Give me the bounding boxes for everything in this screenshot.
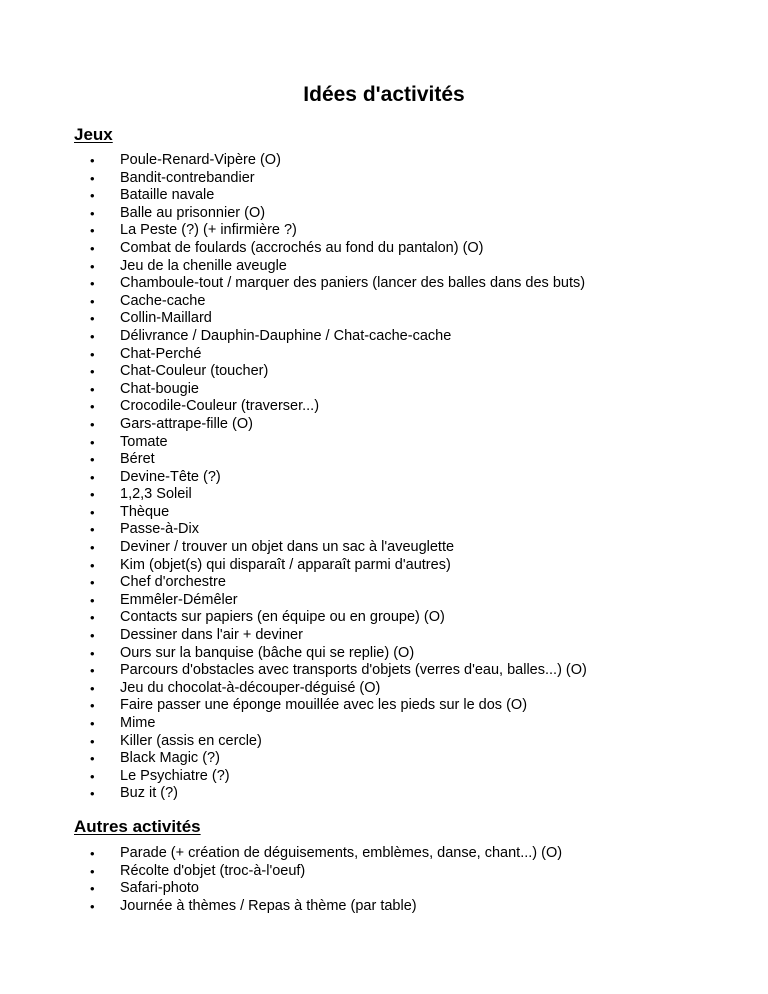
list-item	[0, 697, 768, 715]
bullet-icon: •	[90, 188, 95, 204]
list-item	[0, 293, 768, 311]
list-item	[0, 205, 768, 223]
list-item-text: Chef d'orchestre	[120, 574, 226, 591]
bullet-icon: •	[90, 364, 95, 380]
list-item	[0, 715, 768, 733]
bullet-icon: •	[90, 416, 95, 432]
list-item-text: Passe-à-Dix	[120, 521, 199, 538]
list-item	[0, 662, 768, 680]
bullet-icon: •	[90, 663, 95, 679]
list-item	[0, 733, 768, 751]
bullet-icon: •	[90, 452, 95, 468]
list-item	[0, 539, 768, 557]
list-item-text: Parade (+ création de déguisements, emblèmes, danse, chant...) (O)	[120, 845, 563, 861]
bullet-icon: •	[90, 205, 95, 221]
bullet-icon: •	[90, 716, 95, 731]
bullet-icon: •	[90, 223, 95, 239]
list-item	[0, 785, 768, 803]
list-item-text: Gars-attrape-fille (O)	[120, 415, 253, 432]
list-item	[0, 521, 768, 539]
list-item	[0, 557, 768, 575]
list-item	[0, 346, 768, 364]
bullet-icon: •	[90, 504, 95, 520]
bullet-icon: •	[90, 276, 95, 292]
list-item	[0, 398, 768, 416]
list-item	[0, 574, 768, 592]
bullet-icon: •	[90, 786, 95, 802]
bullet-icon: •	[90, 768, 95, 784]
page-title: Idées d'activités	[303, 83, 465, 106]
bullet-icon: •	[90, 469, 95, 485]
list-item-text: Dessiner dans l'air + deviner	[120, 627, 303, 644]
list-item-text: Mime	[120, 715, 156, 731]
bullet-icon: •	[90, 610, 95, 626]
list-item	[0, 592, 768, 610]
list-item	[0, 222, 768, 240]
bullet-icon: •	[90, 592, 95, 608]
bullet-icon: •	[90, 434, 95, 450]
list-item	[0, 310, 768, 328]
list-item-text: Délivrance / Dauphin-Dauphine / Chat-cache-cache	[120, 327, 452, 344]
list-item-text: Récolte d'objet (troc-à-l'oeuf)	[120, 862, 306, 879]
list-item-text: Bandit-contrebandier	[120, 169, 255, 186]
list-item	[0, 170, 768, 188]
list-item-text: Devine-Tête (?)	[120, 468, 221, 485]
bullet-icon: •	[90, 898, 95, 914]
list-item-text: Thèque	[120, 503, 170, 520]
list-item	[0, 469, 768, 487]
bullet-icon: •	[90, 258, 95, 274]
list-item	[0, 880, 768, 898]
bullet-icon: •	[90, 628, 95, 644]
list-item	[0, 434, 768, 452]
list-item-text: Crocodile-Couleur (traverser...)	[120, 398, 320, 415]
list-item	[0, 750, 768, 768]
list-item	[0, 187, 768, 205]
bullet-icon: •	[90, 733, 95, 749]
list-item-text: Black Magic (?)	[120, 750, 220, 767]
list-item-text: Chamboule-tout / marquer des paniers (lancer des balles dans des buts)	[120, 275, 586, 292]
bullet-icon: •	[90, 399, 95, 415]
bullet-icon: •	[90, 557, 95, 573]
bullet-icon: •	[90, 863, 95, 879]
list-item-text: Tomate	[120, 433, 168, 450]
autres-activites-list	[0, 845, 768, 915]
jeux-list	[0, 152, 768, 803]
bullet-icon: •	[90, 153, 95, 168]
list-item-text: Parcours d'obstacles avec transports d'objets (verres d'eau, balles...) (O)	[120, 662, 587, 679]
list-item	[0, 768, 768, 786]
list-item-text: Jeu du chocolat-à-découper-déguisé (O)	[120, 679, 381, 696]
list-item	[0, 627, 768, 645]
bullet-icon: •	[90, 328, 95, 344]
list-item-text: Collin-Maillard	[120, 310, 212, 327]
list-item-text: Safari-photo	[120, 880, 199, 897]
list-item	[0, 504, 768, 522]
list-item-text: Journée à thèmes / Repas à thème (par table)	[120, 897, 417, 914]
bullet-icon: •	[90, 293, 95, 309]
list-item-text: Chat-Perché	[120, 345, 202, 362]
list-item-text: Chat-bougie	[120, 380, 199, 397]
bullet-icon: •	[90, 645, 95, 661]
list-item	[0, 845, 768, 863]
list-item-text: Poule-Renard-Vipère (O)	[120, 152, 281, 168]
list-item-text: Le Psychiatre (?)	[120, 767, 230, 784]
list-item	[0, 486, 768, 504]
list-item-text: Chat-Couleur (toucher)	[120, 363, 269, 380]
bullet-icon: •	[90, 680, 95, 696]
bullet-icon: •	[90, 240, 95, 256]
list-item	[0, 381, 768, 399]
list-item	[0, 275, 768, 293]
list-item-text: Béret	[120, 451, 155, 468]
list-item	[0, 416, 768, 434]
list-item	[0, 328, 768, 346]
list-item	[0, 152, 768, 170]
list-item	[0, 258, 768, 276]
bullet-icon: •	[90, 522, 95, 538]
bullet-icon: •	[90, 881, 95, 897]
bullet-icon: •	[90, 846, 95, 861]
list-item-text: Emmêler-Démêler	[120, 591, 238, 608]
list-item-text: Ours sur la banquise (bâche qui se replie) (O)	[120, 644, 415, 661]
list-item-text: Combat de foulards (accrochés au fond du pantalon) (O)	[120, 239, 484, 256]
list-item-text: Killer (assis en cercle)	[120, 732, 262, 749]
list-item-text: Kim (objet(s) qui disparaît / apparaît parmi d'autres)	[120, 556, 451, 573]
list-item-text: Jeu de la chenille aveugle	[120, 257, 287, 274]
list-item-text: Bataille navale	[120, 187, 215, 204]
list-item-text: Deviner / trouver un objet dans un sac à l'aveuglette	[120, 539, 455, 556]
bullet-icon: •	[90, 170, 95, 186]
list-item	[0, 680, 768, 698]
list-item	[0, 863, 768, 881]
list-item	[0, 240, 768, 258]
bullet-icon: •	[90, 540, 95, 556]
bullet-icon: •	[90, 381, 95, 397]
list-item	[0, 645, 768, 663]
list-item-text: Contacts sur papiers (en équipe ou en groupe) (O)	[120, 609, 445, 626]
bullet-icon: •	[90, 575, 95, 591]
list-item-text: Cache-cache	[120, 292, 206, 309]
list-item-text: Balle au prisonnier (O)	[120, 204, 266, 221]
bullet-icon: •	[90, 346, 95, 362]
list-item-text: Buz it (?)	[120, 785, 179, 802]
bullet-icon: •	[90, 751, 95, 767]
section-heading-jeux: Jeux	[74, 125, 113, 144]
list-item-text: 1,2,3 Soleil	[120, 486, 192, 503]
list-item	[0, 363, 768, 381]
bullet-icon: •	[90, 698, 95, 714]
bullet-icon: •	[90, 487, 95, 503]
list-item	[0, 898, 768, 916]
section-heading-autres-activites: Autres activités	[74, 817, 201, 836]
list-item	[0, 609, 768, 627]
list-item	[0, 451, 768, 469]
list-item-text: La Peste (?) (+ infirmière ?)	[120, 222, 297, 239]
bullet-icon: •	[90, 311, 95, 327]
list-item-text: Faire passer une éponge mouillée avec les pieds sur le dos (O)	[120, 697, 528, 714]
